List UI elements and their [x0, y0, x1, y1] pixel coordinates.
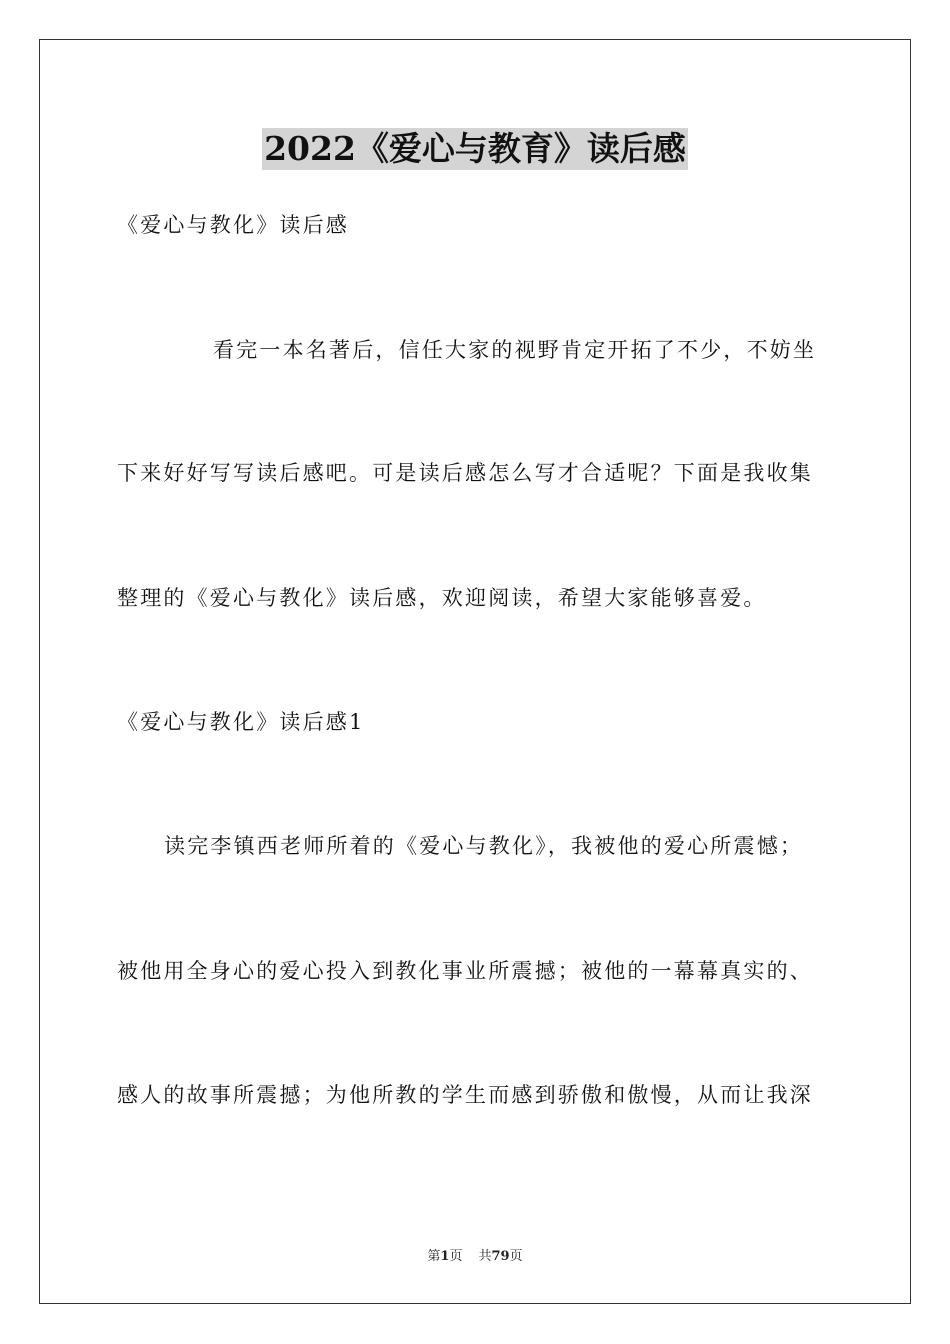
page-footer — [0, 1248, 950, 1266]
paragraph-line: 整理的《爱心与教化》读后感，欢迎阅读，希望大家能够喜爱。 — [117, 586, 767, 610]
total-prefix: 共 — [478, 1249, 492, 1264]
paragraph-line: 感人的故事所震撼；为他所教的学生而感到骄傲和傲慢，从而让我深 — [117, 1083, 813, 1107]
total-suffix: 页 — [509, 1249, 523, 1264]
subtitle-line: 《爱心与教化》读后感 — [117, 213, 349, 237]
paragraph-line: 看完一本名著后，信任大家的视野肯定开拓了不少，不妨坐 — [213, 338, 817, 362]
page-suffix: 页 — [449, 1249, 463, 1264]
paragraph-line: 被他用全身心的爱心投入到教化事业所震撼；被他的一幕幕真实的、 — [117, 959, 813, 983]
total-pages: 79 — [491, 1249, 510, 1264]
paragraph-line: 读完李镇西老师所着的《爱心与教化》，我被他的爱心所震憾； — [164, 834, 804, 858]
paragraph-line: 下来好好写写读后感吧。可是读后感怎么写才合适呢？下面是我收集 — [117, 461, 813, 485]
title-container — [0, 128, 950, 170]
section-heading: 《爱心与教化》读后感1 — [117, 710, 365, 734]
page-prefix: 第 — [427, 1249, 441, 1264]
document-title: 2022《爱心与教育》读后感 — [264, 129, 686, 168]
page-number: 1 — [440, 1249, 450, 1264]
